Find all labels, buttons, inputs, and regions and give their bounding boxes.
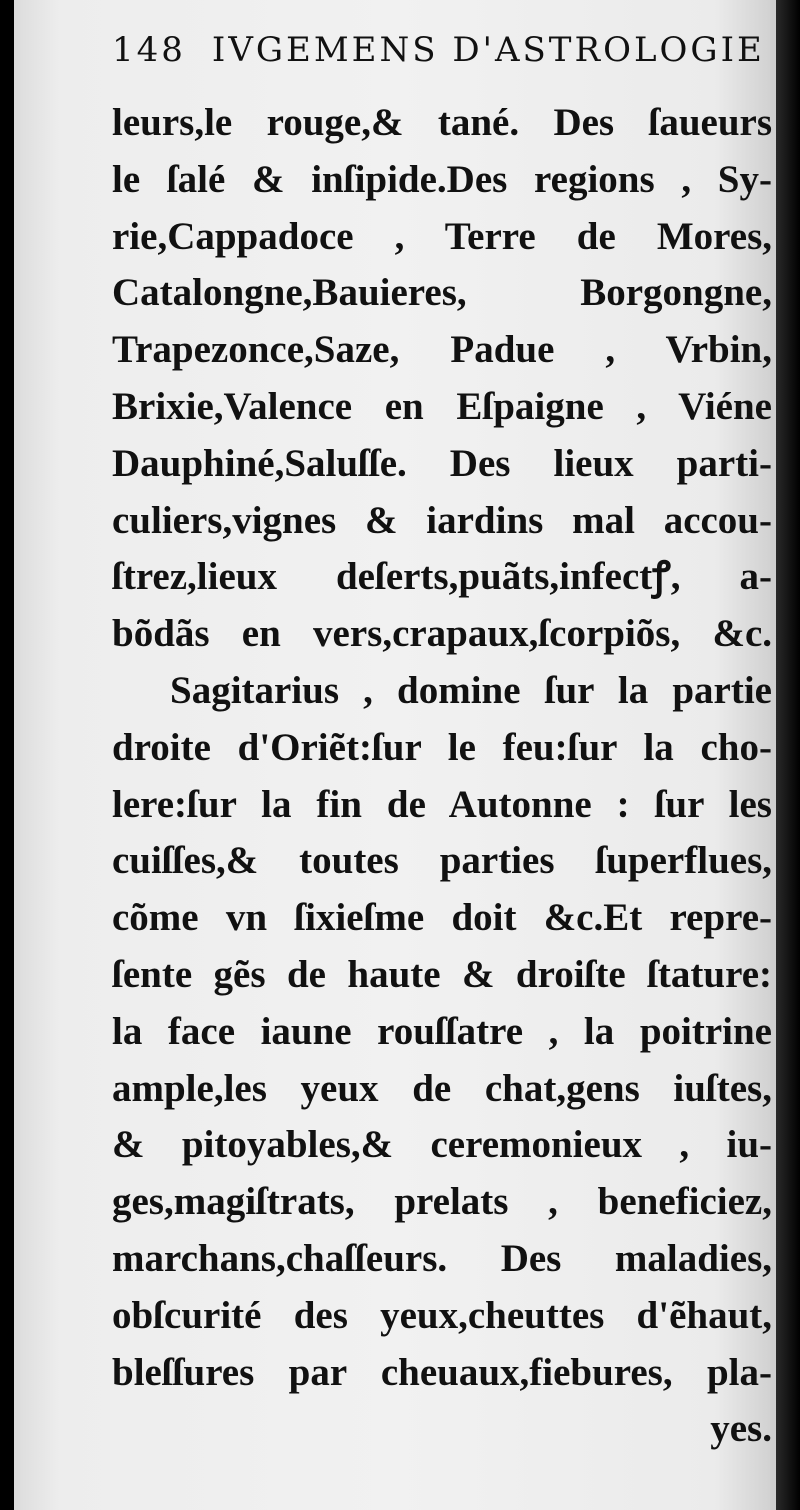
text-line: leurs,le rouge,& tané. Des ſaueurs [112,101,772,144]
text-line: Trapezonce,Saze, Padue , Vrbin, [112,328,772,372]
text-line: cuiſſes,& toutes parties ſuperflues, [112,839,772,883]
text-line: culiers,vignes & iardins mal accou- [112,498,772,542]
text-line: & pitoyables,& ceremonieux , iu- [112,1123,772,1167]
text-line: Catalongne,Bauieres, Borgongne, [112,271,772,315]
paragraph-first-line: Sagitarius , domine ſur la partie [170,668,772,712]
text-line: la face iaune rouſſatre , la poitrine [112,1009,772,1053]
text-line: ges,magiſtrats, prelats , beneficiez, [112,1180,772,1224]
text-line: bõdãs en vers,crapaux,ſcorpiõs, &c. [112,612,772,656]
text-line: bleſſures par cheuaux,fiebures, pla- [112,1350,772,1394]
text-line: le ſalé & inſipide.Des regions , Sy- [112,157,772,201]
running-header [112,30,765,70]
text-line: droite d'Oriẽt:ſur le feu:ſur la cho- [112,725,772,769]
text-line: ſtrez,lieux deſerts,puãts,infectꝭ, a- [112,555,772,599]
text-line: rie,Cappadoce , Terre de Mores, [112,214,772,258]
book-gutter-shadow [776,0,800,1510]
running-title: IVGEMENS D'ASTROLOGIE [211,30,765,70]
text-line: ſente gẽs de haute & droiſte ſtature: [112,952,772,996]
text-line: cõme vn ſixieſme doit &c.Et repre- [112,896,772,940]
body-text [112,95,772,1458]
text-line: ample,les yeux de chat,gens iuſtes, [112,1066,772,1110]
text-line: lere:ſur la fin de Autonne : ſur les [112,782,772,826]
text-line: marchans,chaſſeurs. Des maladies, [112,1236,772,1280]
text-line: Dauphiné,Saluſſe. Des lieux parti- [112,441,772,485]
text-line: Brixie,Valence en Eſpaigne , Viéne [112,384,772,428]
catchword-line: yes. [710,1407,772,1451]
page-number: 148 [112,30,186,70]
text-line: obſcurité des yeux,cheuttes d'ẽhaut, [112,1293,772,1337]
